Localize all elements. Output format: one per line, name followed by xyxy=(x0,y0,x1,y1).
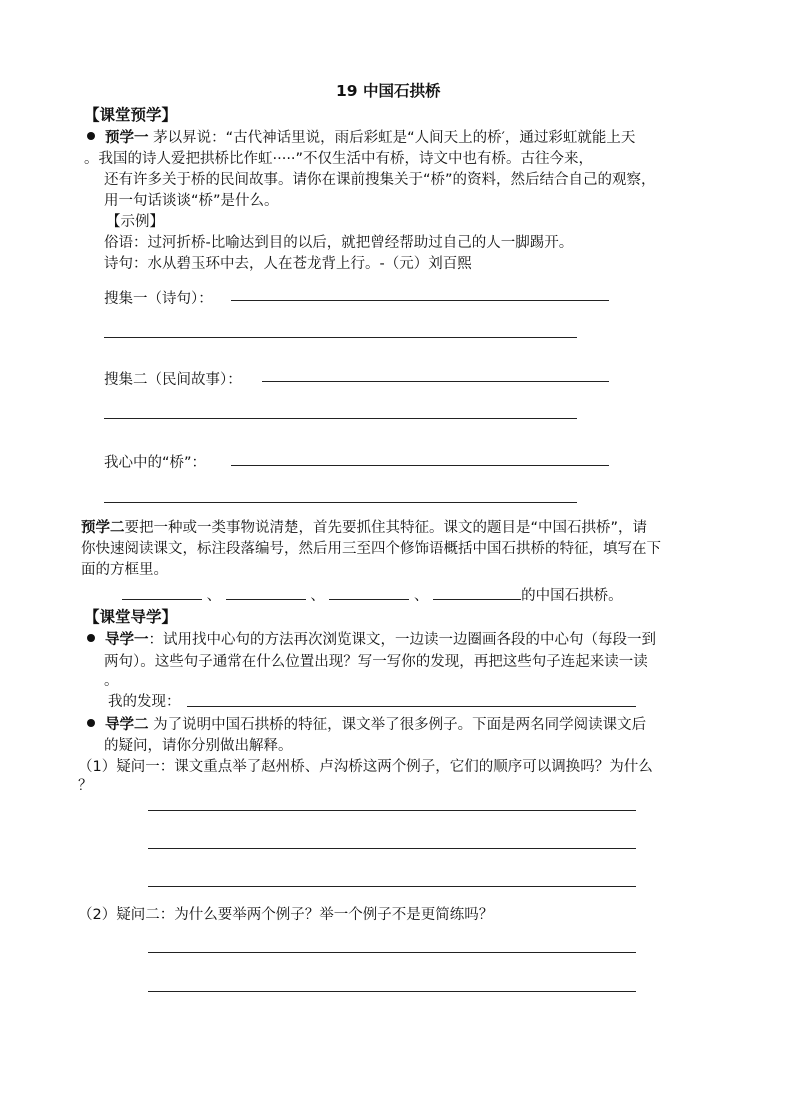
collect-two-label: 搜集二（民间故事）： xyxy=(104,372,242,388)
example-heading: 【示例】 xyxy=(106,214,164,230)
prestudy-one-line3: 还有许多关于桥的民间故事。请你在课前搜集关于“桥”的资料，然后结合自己的观察， xyxy=(104,172,656,188)
feature-separator: 、 xyxy=(206,588,222,604)
collect-two-answer-line[interactable] xyxy=(262,381,609,382)
feature-separator: 、 xyxy=(414,588,429,604)
example-proverb: 俗语：过河折桥-比喻达到目的以后，就把曾经帮助过自己的人一脚踢开。 xyxy=(104,235,574,251)
question-one-line2: ？ xyxy=(78,778,93,794)
feature-blank-3[interactable] xyxy=(329,585,409,600)
prestudy-one-line4: 用一句话谈谈“桥”是什么。 xyxy=(104,193,279,209)
discovery-answer-line[interactable] xyxy=(187,706,636,707)
prestudy-one-line2: 。我国的诗人爱把拱桥比作虹·····”不仅生活中有桥，诗文中也有桥。古往今来， xyxy=(84,151,594,167)
guide-two-label: 导学二 xyxy=(105,717,149,733)
discovery-label: 我的发现： xyxy=(108,694,181,710)
question-two-answer-line-1[interactable] xyxy=(148,952,636,953)
example-poem: 诗句：水从碧玉环中去，人在苍龙背上行。-（元）刘百熙 xyxy=(104,256,472,272)
prestudy-two-label: 预学二 xyxy=(81,520,125,536)
guide-one-line2: 两句）。这些句子通常在什么位置出现？写一写你的发现，再把这些句子连起来读一读 xyxy=(104,654,648,670)
my-bridge-answer-line[interactable] xyxy=(231,465,609,466)
bullet-icon xyxy=(87,132,95,140)
guide-one-line3: 。 xyxy=(104,673,119,689)
collect-one-answer-line[interactable] xyxy=(231,300,609,301)
bullet-icon xyxy=(87,719,95,727)
question-two-answer-line-2[interactable] xyxy=(148,991,636,992)
prestudy-two-line3: 面的方框里。 xyxy=(81,562,168,578)
feature-blank-1[interactable] xyxy=(122,585,202,600)
section-heading-preview: 【课堂预学】 xyxy=(84,106,178,124)
prestudy-one-label: 预学一 xyxy=(105,130,149,146)
guide-one-line1 xyxy=(105,628,656,649)
feature-fill-end: 的中国石拱桥。 xyxy=(521,588,623,604)
guide-one-label: 导学一 xyxy=(105,632,149,648)
collect-one-answer-line-2[interactable] xyxy=(104,337,577,338)
prestudy-two-line2: 你快速阅读课文，标注段落编号，然后用三至四个修饰语概括中国石拱桥的特征，填写在下 xyxy=(81,541,661,557)
section-heading-guided: 【课堂导学】 xyxy=(84,608,178,626)
question-two: （2）疑问二：为什么要举两个例子？举一个例子不是更简练吗？ xyxy=(78,907,494,923)
guide-two-line1 xyxy=(105,713,646,734)
guide-two-text: 为了说明中国石拱桥的特征，课文举了很多例子。下面是两名同学阅读课文后 xyxy=(148,717,647,733)
prestudy-two-line1 xyxy=(81,516,647,537)
question-one-answer-line-2[interactable] xyxy=(148,848,636,849)
feature-blank-4[interactable] xyxy=(433,585,521,600)
prestudy-two-text: 要把一种或一类事物说清楚，首先要抓住其特征。课文的题目是“中国石拱桥”，请 xyxy=(124,520,648,536)
feature-fill-row xyxy=(122,584,623,605)
prestudy-one-line1 xyxy=(105,126,635,147)
question-one-line1: （1）疑问一：课文重点举了赵州桥、卢沟桥这两个例子，它们的顺序可以调换吗？为什么 xyxy=(78,759,653,775)
collect-one-label: 搜集一（诗句）： xyxy=(104,291,213,307)
guide-one-text: ：试用找中心句的方法再次浏览课文，一边读一边圈画各段的中心句（每段一到 xyxy=(148,632,656,648)
my-bridge-label: 我心中的“桥”： xyxy=(104,455,207,471)
page-title: 19 中国石拱桥 xyxy=(336,82,441,100)
feature-blank-2[interactable] xyxy=(226,585,306,600)
collect-two-answer-line-2[interactable] xyxy=(104,418,577,419)
my-bridge-answer-line-2[interactable] xyxy=(104,502,577,503)
bullet-icon xyxy=(87,634,95,642)
prestudy-one-text: 茅以昇说：“古代神话里说，雨后彩虹是“人间天上的桥′，通过彩虹就能上天 xyxy=(148,130,636,146)
question-one-answer-line-3[interactable] xyxy=(148,886,636,887)
guide-two-line2: 的疑问，请你分别做出解释。 xyxy=(104,738,293,754)
feature-separator: 、 xyxy=(310,588,325,604)
question-one-answer-line-1[interactable] xyxy=(148,810,636,811)
